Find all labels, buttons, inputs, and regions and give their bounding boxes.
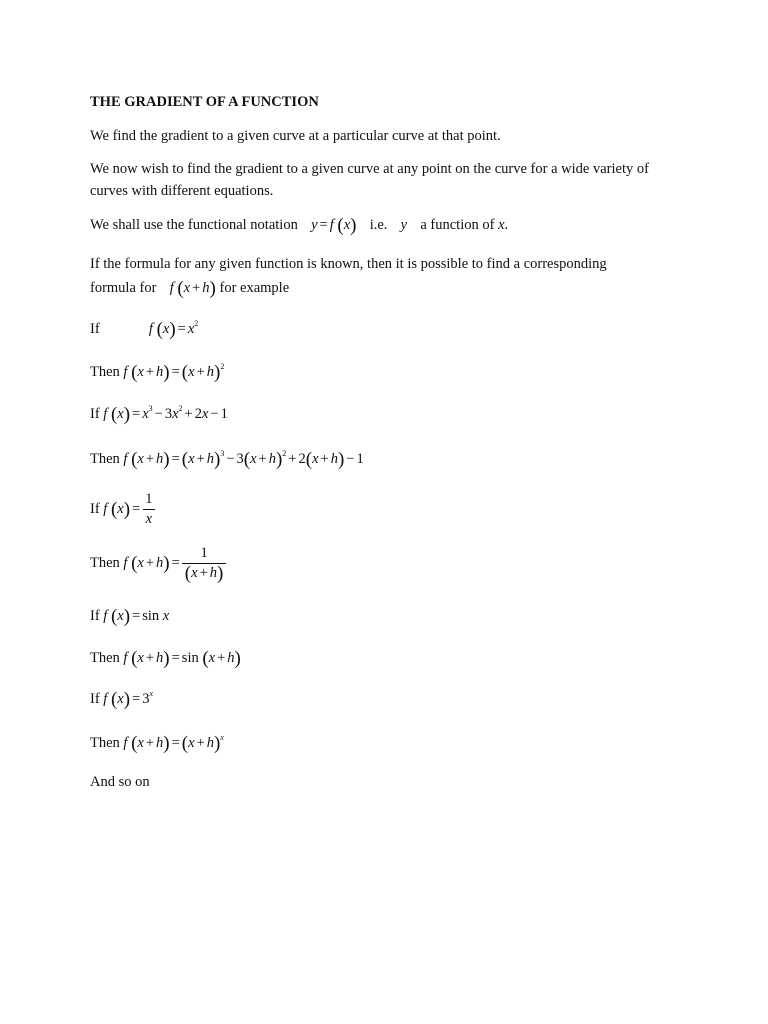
paragraph-formula-line1: If the formula for any given function is known, then it is possible to find a corresponding: [90, 256, 607, 272]
paragraph-intro: We find the gradient to a given curve at a particular curve at that point.: [90, 128, 501, 144]
formula-fxh: f (x + h): [169, 278, 216, 299]
if-label: If: [90, 406, 100, 422]
equation: f (x) = $\frac{1}{x}$: [103, 501, 155, 517]
paragraph-aim: We now wish to find the gradient to a given curve at any point on the curve for a wide variety of curves with different equations.: [90, 161, 649, 199]
then-label: Then: [90, 735, 120, 751]
equation: f $(x) = x^2$: [148, 319, 199, 340]
equation: f $(x + h) = (x + h)^2$: [123, 362, 225, 383]
paragraph-notation: We shall use the functional notation y = f (x) i.e. y a function of x.: [90, 215, 509, 236]
paragraph-formula-line2: [90, 278, 289, 299]
equation: f $(x + h) = (x + h)^x$: [123, 733, 224, 754]
equation: f (x) = sin x: [103, 606, 170, 627]
var-x: x: [498, 217, 505, 233]
equation: f (x + h) = $\frac{1}{(x + h)}$: [123, 555, 226, 571]
example-3-if: [90, 490, 155, 529]
equation: f $(x) = x^3 - 3x^2 + 2x - 1$: [103, 404, 228, 425]
if-label: If: [90, 500, 100, 517]
if-label: If: [90, 608, 100, 624]
then-label: Then: [90, 554, 120, 571]
example-2-then: [90, 449, 364, 470]
example-5-if: [90, 689, 153, 710]
equation: f $(x + h) = (x + h)^3 - 3(x + h)^2 + 2(x + h) - 1$: [123, 449, 364, 470]
then-label: Then: [90, 364, 120, 380]
example-1-then: [90, 362, 224, 383]
var-y: y: [400, 217, 408, 233]
notation-formula: y = f (x): [311, 215, 357, 236]
document-title: THE GRADIENT OF A FUNCTION: [90, 94, 319, 110]
then-label: Then: [90, 451, 120, 467]
closing-text: And so on: [90, 774, 150, 790]
formula-for-text: formula for: [90, 280, 157, 296]
then-label: Then: [90, 650, 120, 666]
example-4-if: [90, 606, 169, 627]
if-label: If: [90, 321, 100, 337]
example-4-then: [90, 648, 241, 669]
example-5-then: [90, 733, 224, 754]
example-1-if: [90, 319, 198, 340]
for-example-text: for example: [219, 280, 290, 296]
notation-text: We shall use the functional notation: [90, 217, 298, 233]
function-of-text: a function of: [420, 217, 495, 233]
equation: f $(x) = 3^x$: [103, 689, 154, 710]
example-2-if: [90, 404, 228, 425]
if-label: If: [90, 691, 100, 707]
example-3-then: [90, 544, 226, 583]
ie-text: i.e.: [369, 217, 388, 233]
equation: f (x + h) = sin (x + h): [123, 648, 241, 669]
